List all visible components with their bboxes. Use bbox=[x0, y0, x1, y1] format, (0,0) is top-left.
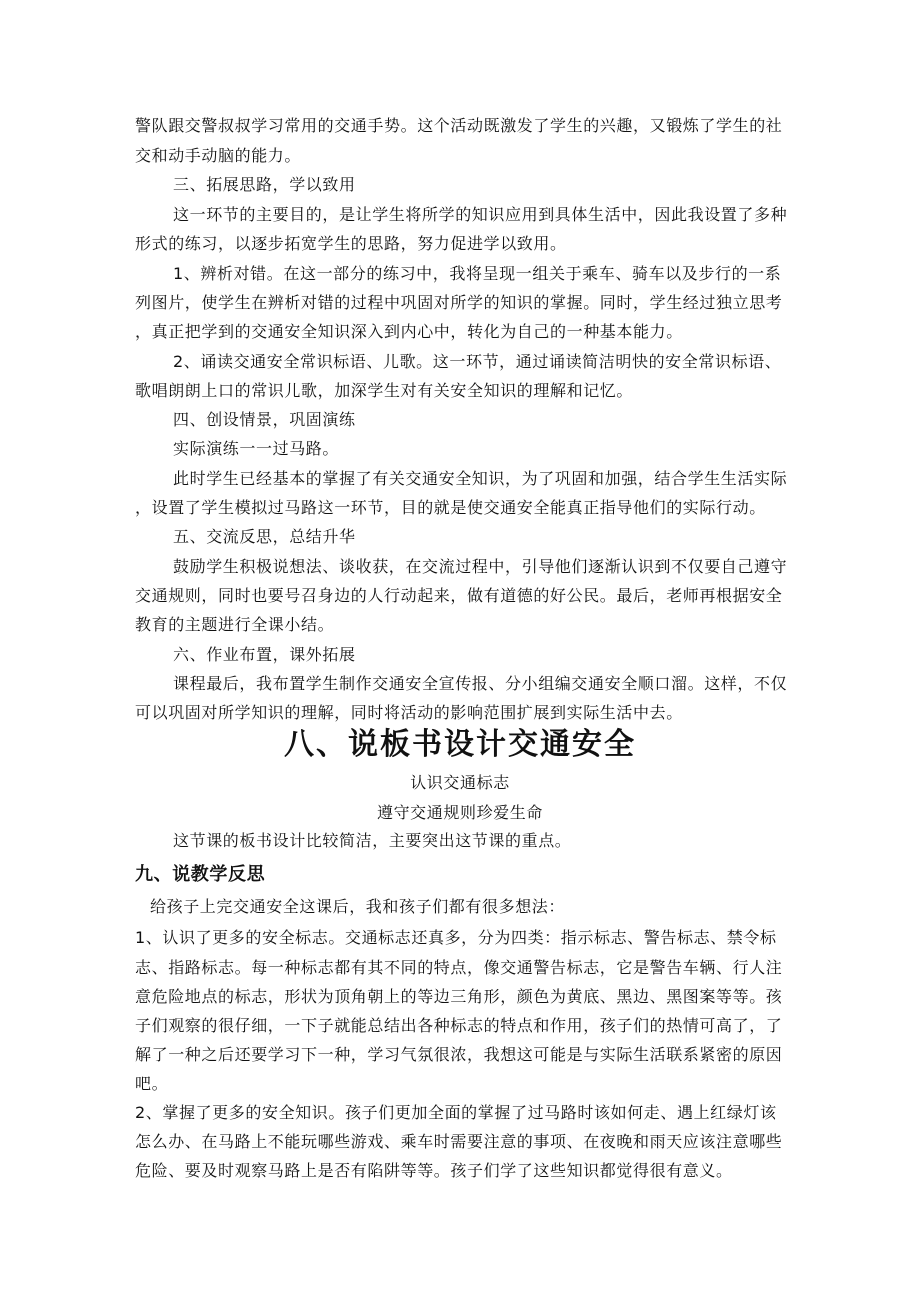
paragraph-line: 交和动手动脑的能力。 bbox=[135, 146, 302, 165]
paragraph-line: 2、掌握了更多的安全知识。孩子们更加全面的掌握了过马路时该如何走、遇上红绿灯该 bbox=[135, 1103, 777, 1122]
paragraph-line: 危险、要及时观察马路上是否有陷阱等等。孩子们学了这些知识都觉得很有意义。 bbox=[135, 1161, 733, 1180]
paragraph-line: 交通规则，同时也要号召身边的人行动起来，做有道德的好公民。最后，老师再根据安全 bbox=[135, 586, 783, 605]
paragraph-line: ，设置了学生模拟过马路这一环节，目的就是使交通安全能真正指导他们的实际行动。 bbox=[135, 498, 766, 517]
paragraph-line: 实际演练一一过马路。 bbox=[173, 439, 340, 458]
paragraph-line: 歌唱朗朗上口的常识儿歌，加深学生对有关安全知识的理解和记忆。 bbox=[135, 381, 634, 400]
paragraph-line: 这一环节的主要目的，是让学生将所学的知识应用到具体生活中，因此我设置了多种 bbox=[173, 205, 788, 224]
board-design-line: 遵守交通规则珍爱生命 bbox=[376, 803, 543, 822]
paragraph-line: 吧。 bbox=[135, 1074, 169, 1093]
paragraph-line: 志、指路标志。每一种标志都有其不同的特点，像交通警告标志，它是警告车辆、行人注 bbox=[135, 958, 783, 977]
paragraph-line: 课程最后，我布置学生制作交通安全宣传报、分小组编交通安全顺口溜。这样，不仅 bbox=[173, 674, 788, 693]
board-design-line: 认识交通标志 bbox=[410, 773, 510, 792]
paragraph-line: 子们观察的很仔细，一下子就能总结出各种标志的特点和作用，孩子们的热情可高了，了 bbox=[135, 1016, 783, 1035]
paragraph-line: 形式的练习，以逐步拓宽学生的思路，努力促进学以致用。 bbox=[135, 234, 567, 253]
paragraph-line: 列图片，使学生在辨析对错的过程中巩固对所学的知识的掌握。同时，学生经过独立思考 bbox=[135, 293, 783, 312]
paragraph-line: 解了一种之后还要学习下一种，学习气氛很浓，我想这可能是与实际生活联系紧密的原因 bbox=[135, 1045, 783, 1064]
paragraph-line: 鼓励学生积极说想法、谈收获，在交流过程中，引导他们逐渐认识到不仅要自己遵守 bbox=[173, 557, 788, 576]
paragraph-line: 教育的主题进行全课小结。 bbox=[135, 615, 335, 634]
section-heading: 五、交流反思，总结升华 bbox=[173, 527, 356, 546]
chapter-title: 八、说板书设计交通安全 bbox=[284, 727, 636, 762]
paragraph-line: 可以巩固对所学知识的理解，同时将活动的影响范围扩展到实际生活中去。 bbox=[135, 703, 683, 722]
section-heading: 六、作业布置，课外拓展 bbox=[173, 645, 356, 664]
section-heading: 四、创设情景，巩固演练 bbox=[173, 410, 356, 429]
paragraph-line: 这节课的板书设计比较简洁，主要突出这节课的重点。 bbox=[173, 831, 572, 850]
paragraph-line: 意危险地点的标志，形状为顶角朝上的等边三角形，颜色为黄底、黑边、黑图案等等。孩 bbox=[135, 987, 783, 1006]
paragraph-line: 给孩子上完交通安全这课后，我和孩子们都有很多想法： bbox=[150, 897, 566, 916]
paragraph-line: ，真正把学到的交通安全知识深入到内心中，转化为自己的一种基本能力。 bbox=[135, 322, 683, 341]
paragraph-line: 此时学生已经基本的掌握了有关交通安全知识，为了巩固和加强，结合学生生活实际 bbox=[173, 469, 788, 488]
paragraph-line: 1、辨析对错。在这一部分的练习中，我将呈现一组关于乘车、骑车以及步行的一系 bbox=[173, 264, 782, 283]
section-heading: 三、拓展思路，学以致用 bbox=[173, 175, 356, 194]
paragraph-line: 警队跟交警叔叔学习常用的交通手势。这个活动既激发了学生的兴趣，又锻炼了学生的社 bbox=[135, 116, 783, 135]
section-title: 九、说教学反思 bbox=[135, 864, 266, 885]
paragraph-line: 1、认识了更多的安全标志。交通标志还真多，分为四类：指示标志、警告标志、禁令标 bbox=[135, 928, 777, 947]
paragraph-line: 怎么办、在马路上不能玩哪些游戏、乘车时需要注意的事项、在夜晚和雨天应该注意哪些 bbox=[135, 1132, 783, 1151]
paragraph-line: 2、诵读交通安全常识标语、儿歌。这一环节，通过诵读简洁明快的安全常识标语、 bbox=[173, 352, 782, 371]
